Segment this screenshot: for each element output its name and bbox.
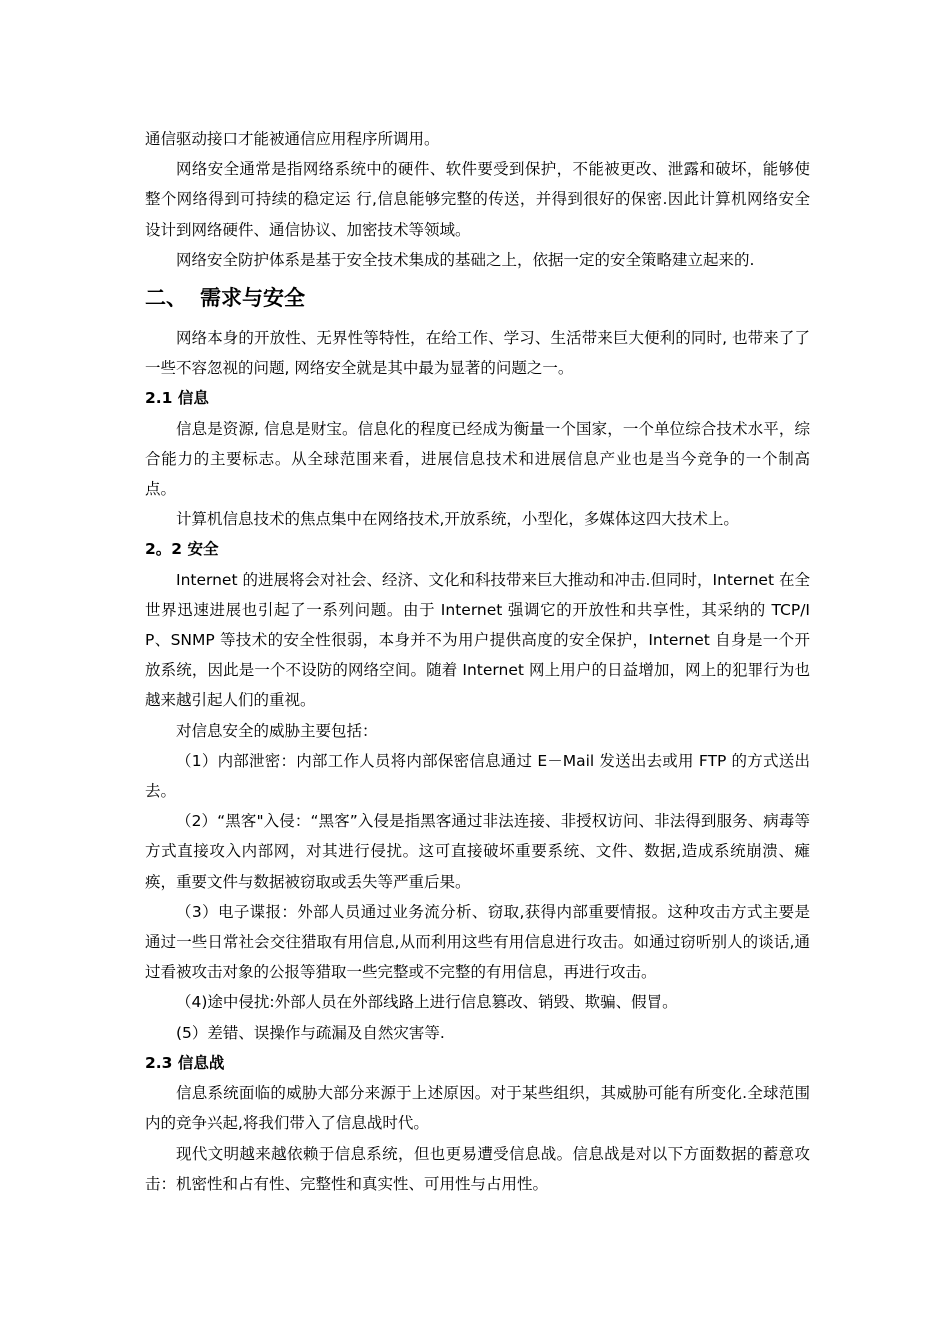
list-item: （1）内部泄密：内部工作人员将内部保密信息通过 E－Mail 发送出去或用 FTP 的方式送出去。 bbox=[145, 751, 810, 801]
paragraph: Internet 的进展将会对社会、经济、文化和科技带来巨大推动和冲击.但同时，Internet 在全世界迅速进展也引起了一系列问题。由于 Internet 强调它的开放性和共享性，其采纳的 TCP/IP、SNMP 等技术的安全性很弱，本身并不为用户提供高度的安全保护，Internet 自身是一个开放系统，因此是一个不设防的网络空间。随着 Internet 网上用户的日益增加，网上的犯罪行为也越来越引起人们的重视。 bbox=[145, 570, 810, 710]
paragraph: 网络安全防护体系是基于安全技术集成的基础之上，依据一定的安全策略建立起来的. bbox=[176, 250, 755, 269]
subsection-heading: 2.1 信息 bbox=[145, 389, 209, 408]
paragraph: 对信息安全的威胁主要包括： bbox=[176, 721, 378, 740]
paragraph: 计算机信息技术的焦点集中在网络技术,开放系统，小型化，多媒体这四大技术上。 bbox=[176, 510, 739, 529]
section-heading bbox=[145, 283, 810, 313]
section-title: 需求与安全 bbox=[200, 286, 305, 311]
list-item: (5）差错、误操作与疏漏及自然灾害等. bbox=[176, 1023, 445, 1042]
section-number: 二、 bbox=[145, 286, 187, 311]
paragraph: 信息是资源, 信息是财宝。信息化的程度已经成为衡量一个国家，一个单位综合技术水平，综合能力的主要标志。从全球范围来看，进展信息技术和进展信息产业也是当今竞争的一个制高点。 bbox=[145, 419, 810, 499]
subsection-heading: 2.3 信息战 bbox=[145, 1053, 225, 1072]
paragraph: 网络本身的开放性、无界性等特性，在给工作、学习、生活带来巨大便利的同时, 也带来了了一些不容忽视的问题, 网络安全就是其中最为显著的问题之一。 bbox=[145, 329, 810, 378]
paragraph: 信息系统面临的威胁大部分来源于上述原因。对于某些组织，其威胁可能有所变化.全球范围 内的竞争兴起,将我们带入了信息战时代。 bbox=[145, 1084, 810, 1133]
paragraph: 现代文明越来越依赖于信息系统，但也更易遭受信息战。信息战是对以下方面数据的蓄意攻击：机密性和占有性、完整性和真实性、可用性与占用性。 bbox=[145, 1144, 810, 1193]
subsection-heading: 2。2 安全 bbox=[145, 540, 219, 559]
document-body bbox=[145, 124, 810, 1199]
list-item: （4)途中侵扰:外部人员在外部线路上进行信息篡改、销毁、欺骗、假冒。 bbox=[176, 993, 678, 1012]
paragraph: 网络安全通常是指网络系统中的硬件、软件要受到保护，不能被更改、泄露和破坏，能够使整个网络得到可持续的稳定运 行,信息能够完整的传送，并得到很好的保密.因此计算机网络安全设计到网络硬件、通信协议、加密技术等领域。 bbox=[145, 160, 810, 239]
list-item: （2）“黑客"入侵：“黑客”入侵是指黑客通过非法连接、非授权访问、非法得到服务、病毒等方式直接攻入内部网，对其进行侵扰。这可直接破坏重要系统、文件、数据,造成系统崩溃、瘫痪，重要文件与数据被窃取或丢失等严重后果。 bbox=[145, 812, 810, 891]
paragraph: 通信驱动接口才能被通信应用程序所调用。 bbox=[145, 130, 440, 148]
list-item: （3）电子谍报：外部人员通过业务流分析、窃取,获得内部重要情报。这种攻击方式主要是通过一些日常社会交往猎取有用信息,从而利用这些有用信息进行攻击。如通过窃听别人的谈话,通过看被攻击对象的公报等猎取一些完整或不完整的有用信息，再进行攻击。 bbox=[145, 902, 810, 982]
